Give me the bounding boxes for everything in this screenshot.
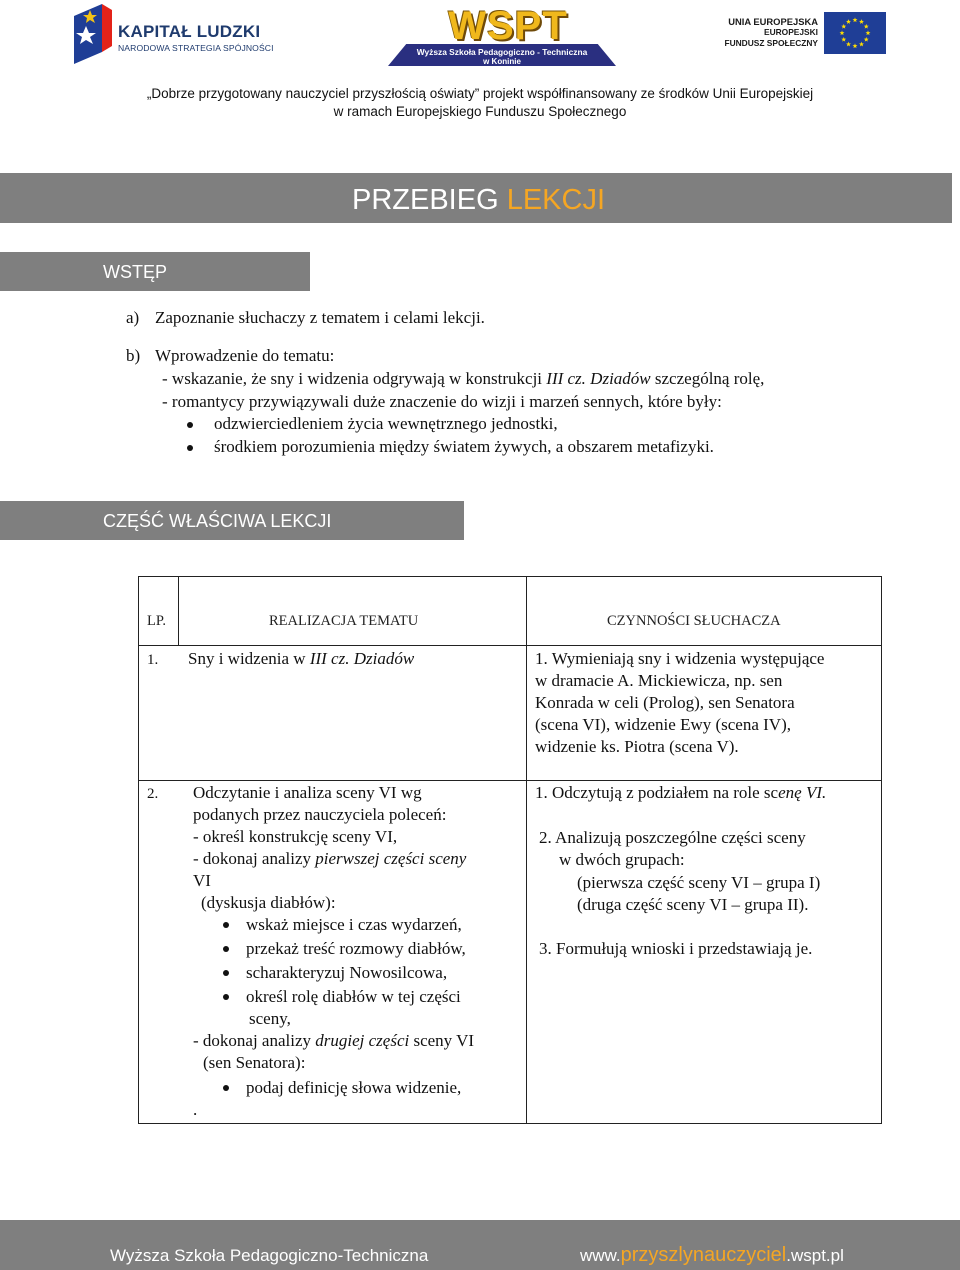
row2-line-3: - określ konstrukcję sceny VI,	[193, 827, 398, 846]
row2-line-4	[193, 848, 466, 870]
intro-a-marker: a)	[126, 308, 140, 327]
wspt-logo	[388, 6, 616, 68]
eu-logo	[724, 12, 888, 56]
bullet-icon	[187, 445, 193, 451]
footer-school-name: Wyższa Szkoła Pedagogiczno-Techniczna	[110, 1246, 429, 1265]
intro-line-2: - romantycy przywiązywali duże znaczenie do wizji i marzeń sennych, które były:	[162, 392, 722, 411]
kapital-ludzki-emblem-icon	[72, 2, 114, 68]
eu-logo-text	[724, 16, 818, 49]
row2-bullet-1: wskaż miejsce i czas wydarzeń,	[246, 915, 462, 934]
row2-bullet-4: określ rolę diabłów w tej części	[246, 987, 461, 1006]
project-line-1: „Dobrze przygotowany nauczyciel przyszłością oświaty” projekt współfinansowany ze środków Unii Europejskiej	[146, 86, 814, 101]
footer-website-link[interactable]	[580, 1244, 844, 1267]
title-part2: LEKCJI	[506, 184, 606, 216]
row2-dot: .	[193, 1100, 198, 1119]
row1-activity-4: (scena VI), widzenie Ewy (scena IV),	[535, 715, 791, 734]
kapital-ludzki-logo	[72, 2, 292, 68]
row2-line-5: VI	[193, 871, 211, 890]
header-lp: LP.	[147, 613, 166, 629]
section-heading-main-label: CZĘŚĆ WŁAŚCIWA LEKCJI	[103, 511, 332, 531]
row1-activity-2: w dramacie A. Mickiewicza, np. sen	[535, 671, 783, 690]
row2-line-7-pre: - dokonaj analizy	[193, 1031, 316, 1050]
bullet-icon	[223, 922, 229, 928]
intro-b-marker: b)	[126, 346, 141, 365]
row2-line-4-italic: pierwszej części sceny	[315, 849, 467, 868]
row2-bullet-4-cont: sceny,	[249, 1009, 291, 1028]
row2-line-6: (dyskusja diabłów):	[201, 893, 336, 912]
eu-line1: UNIA EUROPEJSKA	[728, 16, 818, 27]
row2-activity-3: 3. Formułują wnioski i przedstawiają je.	[539, 939, 813, 958]
row2-line-2: podanych przez nauczyciela poleceń:	[193, 805, 447, 824]
wspt-logo-text: WSPT	[448, 4, 568, 48]
row2-line-1: Odczytanie i analiza sceny VI wg	[193, 783, 422, 802]
bullet-icon	[223, 946, 229, 952]
footer-url-pre: www.	[580, 1246, 621, 1265]
intro-line-1-pre: - wskazanie, że sny i widzenia odgrywają w konstrukcji	[162, 369, 547, 388]
bullet-icon	[223, 1085, 229, 1091]
page-title	[352, 184, 605, 217]
row1-topic-italic: III cz. Dziadów	[309, 649, 415, 668]
row2-activity-2: 2. Analizują poszczególne części sceny	[539, 828, 806, 847]
intro-bullet-2: środkiem porozumienia między światem żywych, a obszarem metafizyki.	[214, 437, 714, 456]
row2-activity-2-cont: w dwóch grupach:	[559, 850, 685, 869]
section-heading-intro	[0, 252, 310, 291]
table-divider	[526, 577, 527, 1123]
intro-line-1-italic: III cz. Dziadów	[546, 369, 651, 388]
row1-activity-5: widzenie ks. Piotra (scena V).	[535, 737, 739, 756]
bullet-icon	[223, 970, 229, 976]
row1-topic	[188, 648, 414, 670]
kapital-ludzki-title: KAPITAŁ LUDZKI	[118, 22, 261, 41]
title-part1: PRZEBIEG	[352, 184, 507, 216]
table-divider	[178, 577, 179, 645]
eu-line2: EUROPEJSKI	[764, 27, 818, 37]
row2-activity-1	[535, 782, 826, 804]
row1-activity-3: Konrada w celi (Prolog), sen Senatora	[535, 693, 795, 712]
header-czynnosci: CZYNNOŚCI SŁUCHACZA	[607, 613, 781, 629]
bullet-icon	[223, 994, 229, 1000]
row2-activity-1-pre: 1. Odczytują z podziałem na role sc	[535, 783, 779, 802]
eu-flag-icon	[824, 12, 886, 54]
row1-topic-pre: Sny i widzenia w	[188, 649, 310, 668]
row1-lp: 1.	[147, 652, 159, 668]
row2-line-4-pre: - dokonaj analizy	[193, 849, 316, 868]
footer-url-post: .wspt.pl	[786, 1246, 844, 1265]
row2-bullet-2: przekaż treść rozmowy diabłów,	[246, 939, 466, 958]
eu-line3: FUNDUSZ SPOŁECZNY	[724, 38, 818, 48]
section-heading-intro-label: WSTĘP	[103, 262, 168, 282]
header-realizacja: REALIZACJA TEMATU	[269, 613, 419, 629]
row2-line-7	[193, 1030, 474, 1052]
row2-bullet-5: podaj definicję słowa widzenie,	[246, 1078, 462, 1097]
intro-a-text: Zapoznanie słuchaczy z tematem i celami lekcji.	[155, 308, 485, 327]
row2-activity-group-2: (druga część sceny VI – grupa II).	[577, 895, 809, 914]
row2-activity-group-1: (pierwsza część sceny VI – grupa I)	[577, 873, 821, 892]
row2-line-7-italic: drugiej części	[315, 1031, 410, 1050]
row1-activity-1: 1. Wymieniają sny i widzenia występujące	[535, 649, 825, 668]
bullet-icon	[187, 422, 193, 428]
intro-line-1-post: szczególną rolę,	[650, 369, 765, 388]
row2-line-7-post: sceny VI	[409, 1031, 475, 1050]
kapital-ludzki-subtitle: NARODOWA STRATEGIA SPÓJNOŚCI	[118, 43, 274, 53]
row2-lp: 2.	[147, 786, 159, 802]
section-heading-main	[0, 501, 464, 540]
row2-bullet-3: scharakteryzuj Nowosilcowa,	[246, 963, 448, 982]
lesson-table	[138, 576, 882, 1124]
intro-bullet-1: odzwierciedleniem życia wewnętrznego jednostki,	[214, 414, 558, 433]
table-divider	[139, 780, 881, 781]
row2-line-8: (sen Senatora):	[203, 1053, 306, 1072]
intro-line-1	[162, 369, 764, 389]
row2-activity-1-italic: enę VI.	[778, 783, 827, 802]
footer-url-mid: przyszlynauczyciel	[620, 1244, 787, 1266]
wspt-name: Wyższa Szkoła Pedagogiczno - Techniczna	[416, 47, 588, 57]
table-divider	[139, 645, 881, 646]
intro-b-text: Wprowadzenie do tematu:	[155, 346, 335, 365]
project-line-2: w ramach Europejskiego Funduszu Społecznego	[333, 104, 627, 119]
wspt-city: w Koninie	[483, 57, 521, 66]
